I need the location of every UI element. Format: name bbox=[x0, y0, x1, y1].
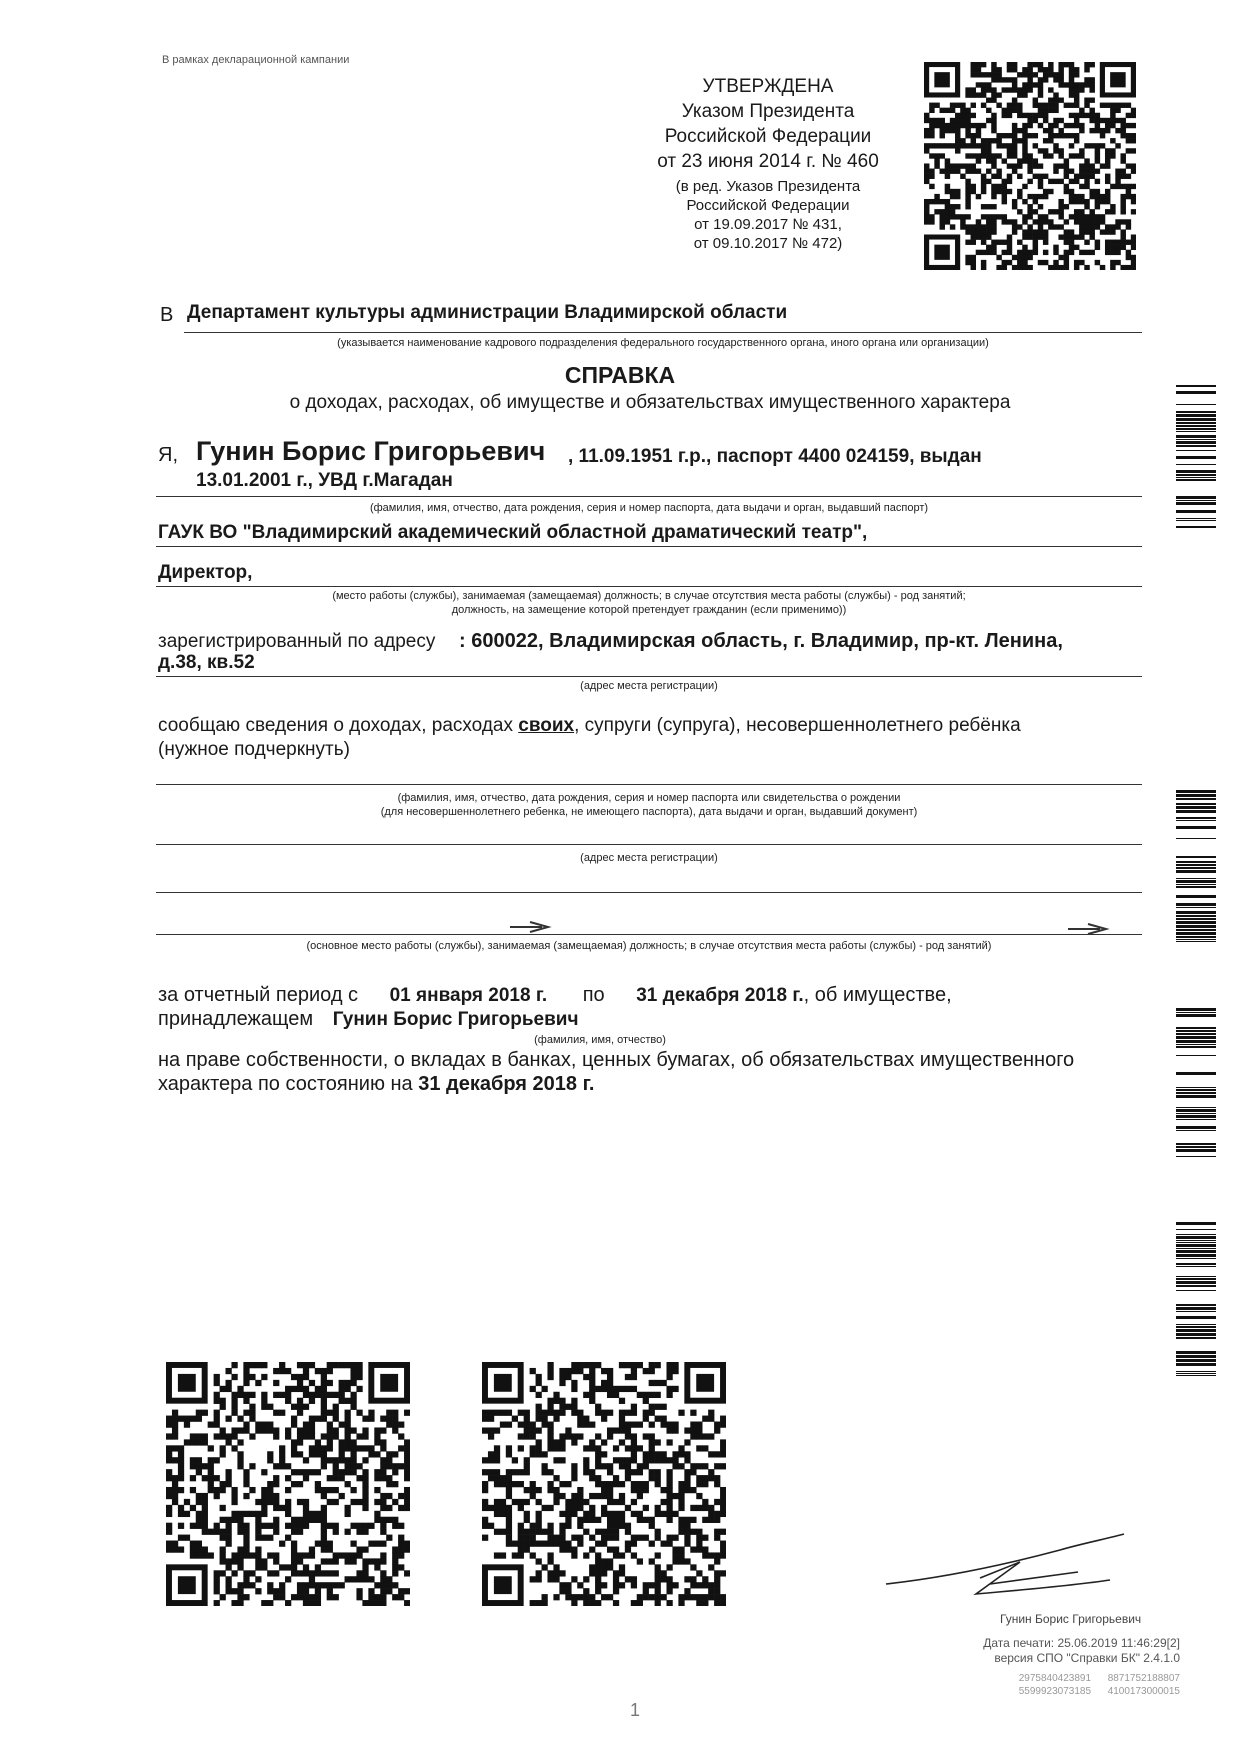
state-date: 31 декабря 2018 г. bbox=[418, 1073, 595, 1095]
registration-address: : 600022, Владимирская область, г. Владимир, пр-кт. Ленина, bbox=[459, 630, 1063, 652]
work-note: должность, на замещение которой претендует гражданин (если применимо)) bbox=[451, 604, 847, 616]
position: Директор, bbox=[158, 562, 253, 583]
approval-block bbox=[628, 74, 908, 253]
underline bbox=[156, 784, 1142, 785]
document-subtitle: о доходах, расходах, об имуществе и обязательствах имущественного характера bbox=[289, 392, 1011, 413]
belonging-label: принадлежащем bbox=[158, 1008, 314, 1030]
amendment-line: (в ред. Указов Президента bbox=[675, 178, 861, 195]
underline bbox=[156, 496, 1142, 497]
person-name: Гунин Борис Григорьевич bbox=[196, 436, 546, 466]
owner-note: (фамилия, имя, отчество) bbox=[534, 1034, 666, 1046]
period-to: 31 декабря 2018 г. bbox=[636, 985, 804, 1006]
relative-note: (фамилия, имя, отчество, дата рождения, серия и номер паспорта или свидетельства о рождении bbox=[397, 792, 901, 804]
arrow-icon bbox=[1066, 922, 1110, 936]
workplace: ГАУК ВО "Владимирский академический областной драматический театр", bbox=[158, 522, 868, 543]
period-label: за отчетный период с bbox=[158, 984, 359, 1006]
campaign-note: В рамках декларационной кампании bbox=[162, 54, 350, 66]
codes-row bbox=[940, 1672, 1180, 1685]
signature-image bbox=[880, 1520, 1130, 1600]
underline bbox=[156, 586, 1142, 587]
underline bbox=[156, 934, 1142, 935]
print-date: Дата печати: 25.06.2019 11:46:29[2] bbox=[983, 1636, 1180, 1650]
person-details-cont: 13.01.2001 г., УВД г.Магадан bbox=[196, 470, 453, 491]
side-barcode bbox=[1176, 1008, 1216, 1158]
person-prefix: Я, bbox=[158, 444, 178, 466]
department-name: Департамент культуры администрации Владимирской области bbox=[187, 302, 788, 323]
side-barcode bbox=[1176, 1222, 1216, 1376]
document-title: СПРАВКА bbox=[564, 362, 676, 388]
codes-row bbox=[940, 1685, 1180, 1698]
underline bbox=[156, 676, 1142, 677]
report-text: , супруги (супруга), несовершеннолетнего ребёнка bbox=[574, 715, 1021, 736]
code: 8871752188807 bbox=[1107, 1673, 1180, 1684]
code: 4100173000015 bbox=[1107, 1686, 1180, 1697]
person-details: , 11.09.1951 г.р., паспорт 4400 024159, выдан bbox=[568, 446, 982, 467]
relative-note: (для несовершеннолетнего ребенка, не имеющего паспорта), дата выдачи и орган, выдавший документ) bbox=[380, 806, 918, 818]
underline bbox=[184, 332, 1142, 333]
relative-reg-note: (адрес места регистрации) bbox=[580, 852, 718, 864]
owner-name: Гунин Борис Григорьевич bbox=[332, 1009, 579, 1030]
qr-code-left bbox=[166, 1362, 410, 1606]
period-line bbox=[158, 984, 952, 1007]
underline bbox=[156, 892, 1142, 893]
ownership-line: на праве собственности, о вкладах в банках, ценных бумагах, об обязательствах имущественного bbox=[158, 1049, 1075, 1071]
code: 2975840423891 bbox=[1018, 1673, 1092, 1684]
arrow-icon bbox=[508, 920, 552, 934]
software-version: версия СПО "Справки БК" 2.4.1.0 bbox=[994, 1651, 1180, 1665]
approval-line: УТВЕРЖДЕНА bbox=[702, 76, 834, 97]
underline bbox=[156, 844, 1142, 845]
state-date-line bbox=[158, 1072, 594, 1096]
person-note: (фамилия, имя, отчество, дата рождения, серия и номер паспорта, дата выдачи и орган, выдавший паспорт) bbox=[369, 502, 929, 514]
report-text: сообщаю сведения о доходах, расходах bbox=[158, 715, 519, 736]
registration-address-cont: д.38, кв.52 bbox=[158, 652, 255, 673]
side-barcode bbox=[1176, 790, 1216, 942]
underline bbox=[156, 546, 1142, 547]
amendment-line: от 19.09.2017 № 431, bbox=[694, 216, 842, 233]
registration-label: зарегистрированный по адресу bbox=[158, 631, 436, 652]
addressee-prefix: В bbox=[160, 304, 174, 326]
amendment-line: Российской Федерации bbox=[686, 197, 850, 214]
state-date-label: характера по состоянию на bbox=[158, 1073, 419, 1095]
approval-line: Указом Президента bbox=[681, 101, 855, 122]
signer-name: Гунин Борис Григорьевич bbox=[1000, 1612, 1142, 1626]
period-from: 01 января 2018 г. bbox=[389, 985, 548, 1006]
period-to-label: по bbox=[582, 984, 605, 1006]
addressee-note: (указывается наименование кадрового подразделения федерального государственного органа, иного органа или организации) bbox=[337, 337, 989, 349]
report-statement bbox=[158, 714, 1118, 762]
code: 5599923073185 bbox=[1018, 1686, 1092, 1697]
page-number: 1 bbox=[630, 1700, 641, 1720]
work-note: (место работы (службы), занимаемая (замещаемая) должность; в случае отсутствия места работы (службы) - род занятий; bbox=[332, 590, 966, 602]
report-hint: (нужное подчеркнуть) bbox=[158, 739, 350, 760]
amendment-line: от 09.10.2017 № 472) bbox=[693, 235, 843, 252]
print-meta bbox=[940, 1636, 1180, 1698]
approval-line: от 23 июня 2014 г. № 460 bbox=[657, 151, 879, 172]
approval-line: Российской Федерации bbox=[664, 126, 872, 147]
registration-note: (адрес места регистрации) bbox=[580, 680, 718, 692]
relative-work-note: (основное место работы (службы), занимаемая (замещаемая) должность; в случае отсутствия места работы (службы) - род занятий) bbox=[306, 940, 992, 952]
own-underlined: своих bbox=[518, 715, 575, 736]
qr-code-right bbox=[482, 1362, 726, 1606]
owner-line bbox=[158, 1008, 578, 1031]
period-after: , об имуществе, bbox=[803, 984, 952, 1006]
qr-code-top bbox=[924, 62, 1136, 270]
